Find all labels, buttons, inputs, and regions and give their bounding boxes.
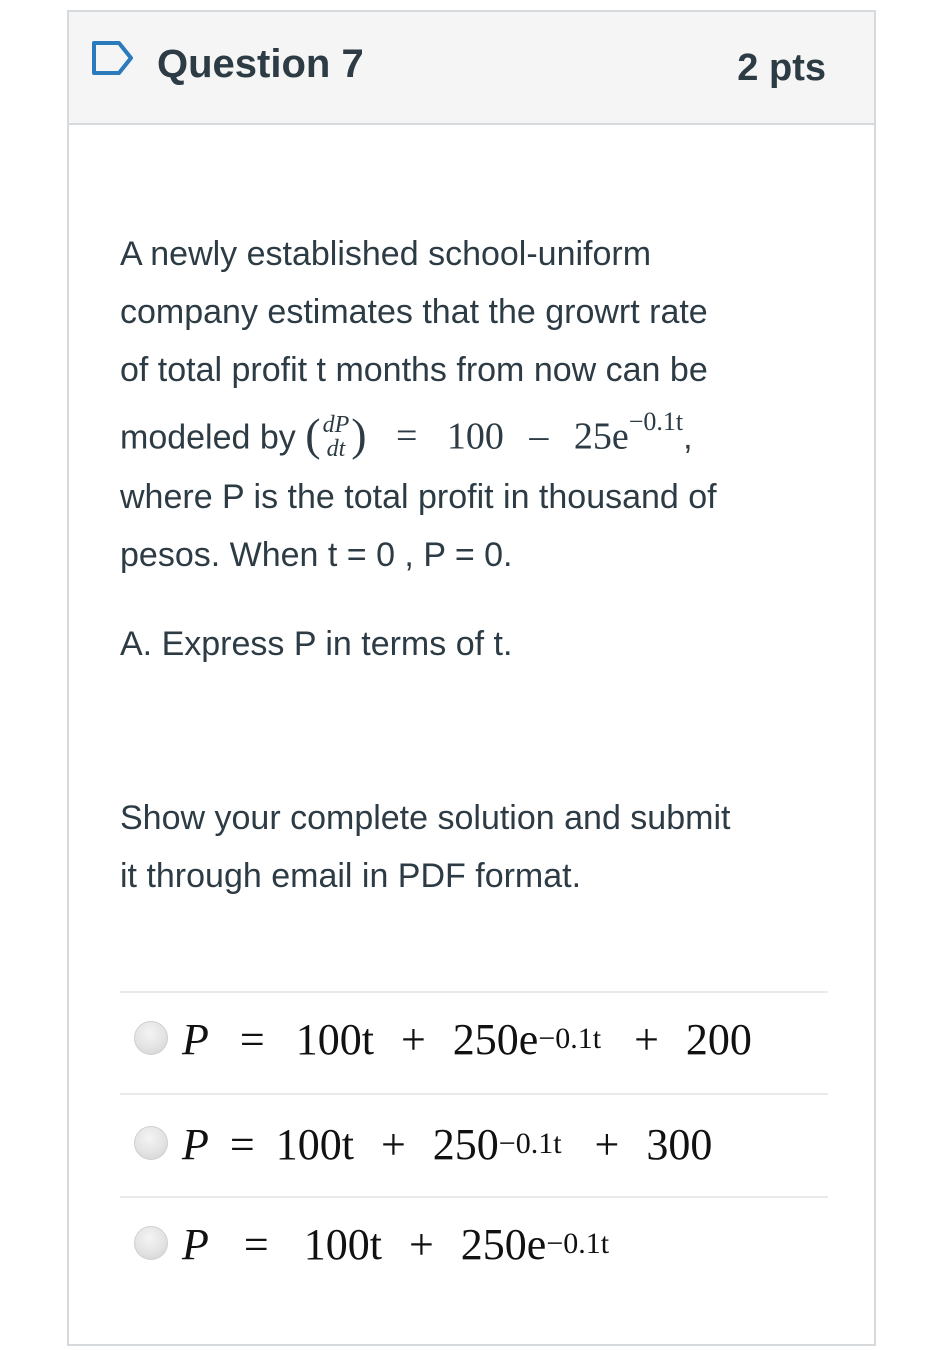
question-title: Question 7 bbox=[157, 42, 364, 86]
radio-button[interactable] bbox=[134, 1021, 168, 1055]
radio-button[interactable] bbox=[134, 1226, 168, 1260]
answer-option-3[interactable] bbox=[120, 1202, 828, 1302]
question-text-line: where P is the total profit in thousand of bbox=[120, 478, 717, 517]
question-card bbox=[67, 10, 876, 1346]
instructions-text: Show your complete solution and submit it through email in PDF format. bbox=[120, 799, 731, 895]
answer-option-1[interactable] bbox=[120, 997, 828, 1097]
answer-option-label[interactable]: $P = 100t + 250e^{-0.1t} + 200$ bbox=[182, 1015, 752, 1064]
answer-option-2[interactable] bbox=[120, 1102, 828, 1202]
answer-option-label[interactable]: $P = 100t + 250^{-0.1t} + 300$ bbox=[182, 1120, 713, 1169]
modeled-by-label: modeled by bbox=[120, 418, 306, 457]
part-a-text: A. Express P in terms of t. bbox=[120, 625, 513, 663]
radio-button[interactable] bbox=[134, 1126, 168, 1160]
derivative-fraction: dP dt bbox=[322, 412, 350, 463]
answer-option-label[interactable]: $P = 100t + 250e^{-0.1t}$ bbox=[182, 1220, 610, 1269]
question-text-line: company estimates that the growrt rate bbox=[120, 293, 708, 331]
question-text-line: of total profit t months from now can be bbox=[120, 351, 708, 389]
equation-line: modeled by ( dP dt ) = $100 - 25e^{-0.1t}$, bbox=[120, 407, 693, 463]
question-text-line: A newly established school-uniform bbox=[120, 235, 652, 273]
flag-outline-icon[interactable] bbox=[91, 40, 135, 76]
answer-divider bbox=[120, 1093, 828, 1095]
question-text-line: pesos. When t = 0 , P = 0. bbox=[120, 536, 513, 575]
answer-divider bbox=[120, 1196, 828, 1198]
question-points: 2 pts bbox=[737, 47, 826, 89]
question-header bbox=[69, 12, 874, 125]
answer-divider bbox=[120, 991, 828, 993]
question-text bbox=[120, 225, 820, 584]
